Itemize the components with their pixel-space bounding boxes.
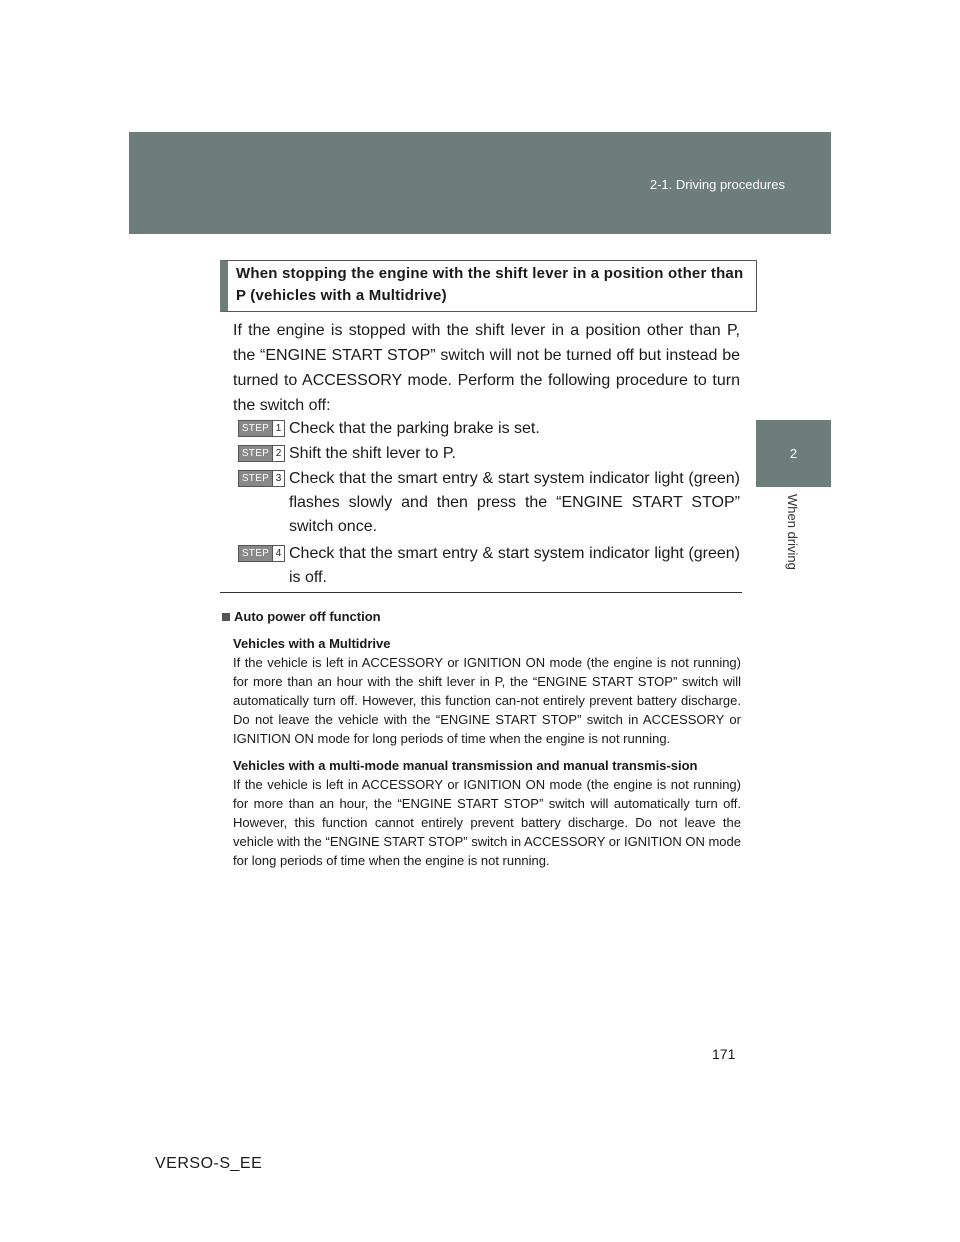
step-badge-word: STEP: [239, 546, 272, 561]
step-text: Shift the shift lever to P.: [289, 445, 456, 462]
notes-heading: [222, 607, 741, 627]
step-text: Check that the smart entry & start system indicator light (green) is off.: [289, 545, 740, 586]
step-badge: [238, 445, 285, 462]
note-block: [222, 756, 741, 870]
step-item: [238, 442, 740, 467]
step-badge-word: STEP: [239, 471, 272, 486]
section-label: 2-1. Driving procedures: [649, 177, 785, 192]
bullet-square-icon: [222, 613, 230, 621]
step-badge-number: 3: [272, 471, 284, 486]
step-badge-number: 4: [272, 546, 284, 561]
notes-heading-text: Auto power off function: [234, 609, 381, 624]
step-badge-number: 1: [272, 421, 284, 436]
step-badge: [238, 545, 285, 562]
note-subheading: Vehicles with a multi-mode manual transmission and manual transmis-sion: [233, 758, 698, 773]
step-badge: [238, 420, 285, 437]
header-band: [129, 132, 831, 234]
section-divider: [220, 592, 742, 593]
step-text: Check that the parking brake is set.: [289, 420, 540, 437]
page-number: 171: [712, 1046, 736, 1062]
step-item: [238, 467, 740, 542]
intro-paragraph: If the engine is stopped with the shift lever in a position other than P, the “ENGINE START STOP” switch will not be turned off but instead be turned to ACCESSORY mode. Perform the following procedure to turn the switch off:: [233, 322, 740, 414]
step-badge-word: STEP: [239, 421, 272, 436]
step-text: Check that the smart entry & start system indicator light (green) flashes slowly and then press the “ENGINE START STOP” switch once.: [289, 470, 740, 535]
notes-section: [222, 607, 741, 870]
note-body: If the vehicle is left in ACCESSORY or IGNITION ON mode (the engine is not running) for more than an hour with the shift lever in P, the “ENGINE START STOP” switch will automatically turn off. However, this function can-not entirely prevent battery discharge. Do not leave the vehicle with the “ENGINE START STOP” switch in ACCESSORY or IGNITION ON mode for long periods of time when the engine is not running.: [233, 655, 741, 746]
chapter-tab: [756, 420, 831, 487]
note-block: [222, 634, 741, 748]
chapter-title: When driving: [785, 494, 800, 570]
step-item: [238, 542, 740, 590]
note-subheading: Vehicles with a Multidrive: [233, 636, 391, 651]
step-list: [238, 417, 740, 590]
chapter-number: 2: [789, 446, 798, 461]
step-badge-word: STEP: [239, 446, 272, 461]
callout-title: When stopping the engine with the shift lever in a position other than P (vehicles with a Multidrive): [236, 265, 744, 304]
document-code: VERSO-S_EE: [155, 1155, 263, 1172]
step-badge: [238, 470, 285, 487]
step-badge-number: 2: [272, 446, 284, 461]
step-item: [238, 417, 740, 442]
note-body: If the vehicle is left in ACCESSORY or IGNITION ON mode (the engine is not running) for more than an hour, the “ENGINE START STOP” switch will automatically turn off. However, this function cannot entirely prevent battery discharge. Do not leave the vehicle with the “ENGINE START STOP” switch in ACCESSORY or IGNITION ON mode for long periods of time when the engine is not running.: [233, 777, 741, 868]
callout-box: [220, 260, 757, 312]
